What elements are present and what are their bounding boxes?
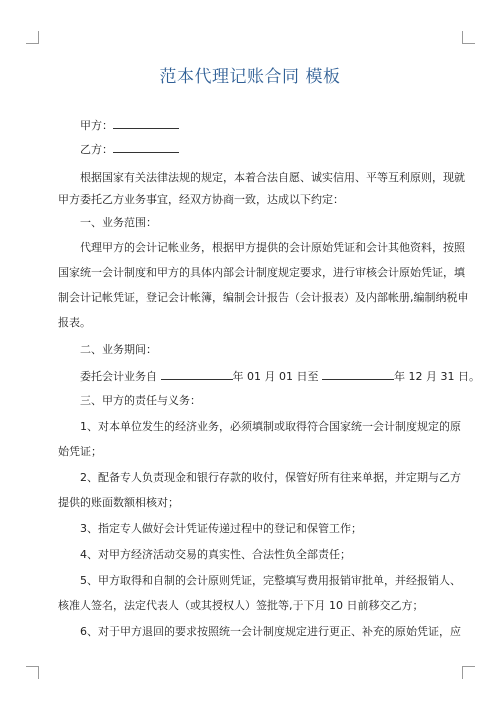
section3-heading: 三、甲方的责任与义务： [80,394,201,407]
party-a-label: 甲方： [80,119,113,132]
item-1-line-1: 1、对本单位发生的经济业务，必须填制或取得符合国家统一会计制度规定的原 [80,420,461,433]
item-6-line-1: 6、对于甲方退回的要求按照统一会计制度规定进行更正、补充的原始凭证，应 [80,625,461,638]
section1-line-4: 报表。 [58,316,91,329]
item-2-line-2: 提供的账面数额相核对； [58,496,179,509]
section1-line-1: 代理甲方的会计记帐业务，根据甲方提供的会计原始凭证和会计其他资料，按照 [80,241,465,254]
section1-line-3: 制会计记帐凭证，登记会计帐簿，编制会计报告（会计报表）及内部帐册,编制纳税申 [58,291,469,304]
party-b-label: 乙方： [80,143,113,156]
preamble-line-2: 甲方委托乙方业务事宜，经双方协商一致，达成以下约定： [58,193,344,206]
item-4-line-1: 4、对甲方经济活动交易的真实性、合法性负全部责任； [80,548,351,561]
crop-mark-top-right [462,31,475,44]
crop-mark-top-left [26,31,39,44]
preamble-line-1: 根据国家有关法律法规的规定，本着合法自愿、诚实信用、平等互利原则，现就 [80,171,465,184]
party-b-blank [113,141,179,153]
period-suffix: 年 12 月 31 日。 [393,370,480,383]
section2-heading: 二、业务期间： [80,343,157,356]
item-3-line-1: 3、指定专人做好会计凭证传递过程中的登记和保管工作； [80,522,362,535]
document-title: 范本代理记账合同 模板 [159,67,341,87]
section1-line-2: 国家统一会计制度和甲方的具体内部会计制度规定要求，进行审核会计原始凭证，填 [58,266,465,279]
section1-heading: 一、业务范围： [80,216,157,229]
item-1-line-2: 始凭证； [58,445,102,458]
period-end-year-blank [322,368,394,380]
item-5-line-1: 5、甲方取得和自制的会计原则凭证，完整填写费用报销审批单，并经报销人、 [80,574,461,587]
crop-mark-bottom-right [462,666,475,679]
crop-mark-bottom-left [26,666,39,679]
section2-period [80,368,480,384]
period-prefix: 委托会计业务自 [80,370,157,383]
period-start-year-blank [161,368,233,380]
period-mid: 年 01 月 01 日至 [232,370,319,383]
item-2-line-1: 2、配备专人负责现金和银行存款的收付，保管好所有往来单据，并定期与乙方 [80,471,461,484]
party-a-line [80,117,179,133]
item-5-line-2: 核准人签名，法定代表人（或其授权人）签批等,于下月 10 日前移交乙方； [58,599,424,612]
party-a-blank [113,117,179,129]
party-b-line [80,141,179,157]
